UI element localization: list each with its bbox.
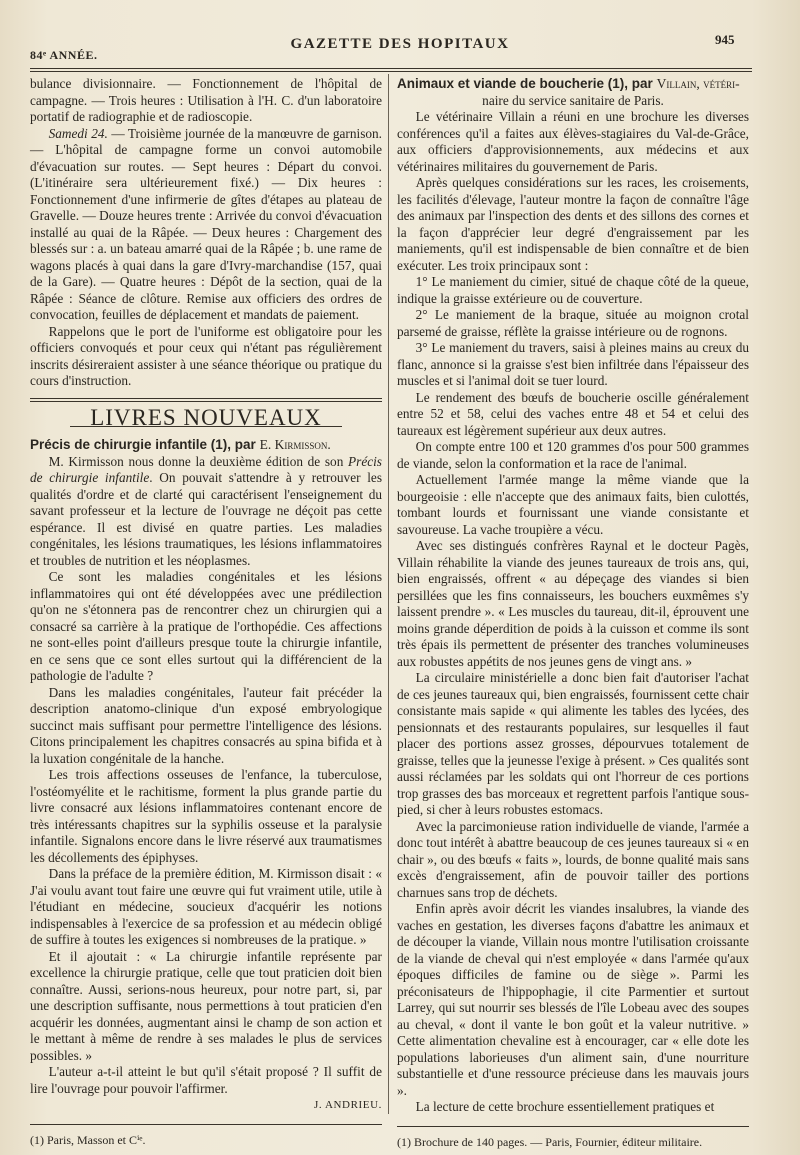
column-divider — [388, 74, 389, 1114]
article-title — [397, 76, 749, 93]
paragraph: bulance divisionnaire. — Fonctionnement de l'hôpital de campagne. — Trois heures : Utilisation à l'H. C. d'un laboratoire portatif de radiographie et de radioscopie. — [30, 76, 382, 124]
paragraph: L'auteur a-t-il atteint le but qu'il s'était proposé ? Il suffit de lire l'ouvrage pour pouvoir l'affirmer. — [30, 1064, 382, 1096]
paragraph: 2° Le maniement de la braque, située au moignon crotal parsemé de graisse, réflète la graisse intérieure ou de rognons. — [397, 307, 749, 339]
paragraph: Avec la parcimonieuse ration individuelle de viande, l'armée a donc tout intérêt à abattre beaucoup de ces jeunes taureaux si « en chair », ou des bœufs « faits », lourds, de bonne qualité mais sans excès d'engraissement, afin de pouvoir tailler des portions charnues sans trop de déchets. — [397, 818, 749, 900]
book-title: Précis de chirurgie infantile — [30, 453, 382, 485]
signature: J. ANDRIEU. — [313, 1099, 382, 1111]
paragraph: On compte entre 100 et 120 grammes d'os pour 500 grammes de viande, selon la conformation et la race de l'animal. — [397, 439, 749, 471]
section-title: LIVRES NOUVEAUX — [90, 404, 322, 430]
paragraph: 3° Le maniement du travers, saisi à pleines mains au creux du flanc, annonce si la graisse s'est bien infiltrée dans l'épaisseur des muscles et si l'animal doit se tuer lourd. — [397, 340, 749, 388]
paragraph: Le vétérinaire Villain a réuni en une brochure les diverses conférences qu'il a faites aux élèves-stagiaires du Val-de-Grâce, aux officiers d'approvisionnements, aux médecins et aux vétérinaires militaires du gouvernement de Paris. — [397, 109, 749, 174]
paragraph — [30, 126, 382, 324]
paragraph: Et il ajoutait : « La chirurgie infantile représente par excellence la chirurgie pratique, celle que tout praticien doit bien connaître. Aussi, serions-nous heureux, pour notre part, si, par une description suffisante, nous permettions à tout praticien d'en acquérir les données, augmentant ainsi le champ de son action et le mettant à même de rendre à ses malades le plus de services possibles. » — [30, 948, 382, 1063]
paragraph-text: M. Kirmisson nous donne la deuxième édition de son — [48, 453, 349, 469]
year-label: 84ᵉ ANNÉE. — [30, 48, 98, 62]
footnote-rule — [397, 1126, 749, 1127]
header-rule — [30, 68, 752, 69]
paragraph: Enfin après avoir décrit les viandes insalubres, la viande des vaches en gestation, les diverses façons d'abattre les animaux et de découper la viande, Villain nous montre l'utilisation croissante de la viande de cheval qui n'est employée « dans l'armée qu'aux époques difficiles de famine ou de siège ». Parmi les préconisateurs de l'hippophagie, il cite Parmentier et surtout Larrey, qui sut nourrir ses blessés de l'île Lobeau avec des soupes au cheval, « dont il vante le bon goût et la valeur nutritive. » Cette alimentation chevaline est à encourager, car « elle dote les populations laborieuses d'un aliment sain, d'une nourriture substantielle et d'une ressource précieuse dans les mauvais jours ». — [397, 901, 749, 1098]
paragraph: Avec ses distingués confrères Raynal et le docteur Pagès, Villain réhabilite la viande des jeunes taureaux de trois ans, qui, bien engraissés, offrent « au dépeçage des viandes si bien persillées que les fins connaisseurs, les bouchers euxmêmes s'y laissent prendre ». « Les muscles du taureau, dit-il, éprouvent une moins grande déperdition de poids à la cuisson et comme ils sont très épais ils permettent de présenter des tranches volumineuses aux robustes appétits de nos jeunes gens de vingt ans. » — [397, 538, 749, 669]
header-rule-2 — [30, 71, 752, 72]
paragraph: Rappelons que le port de l'uniforme est obligatoire pour les officiers convoqués et pour ceux qui n'étant pas régulièrement inscrits désireraient assister à une séance théorique ou pratique du cours d'instruction. — [30, 323, 382, 388]
paragraph: Dans les maladies congénitales, l'auteur fait précéder la description anatomo-clinique d'un exposé embryologique succinct mais suffisant pour permettre l'intelligence des lésions. Citons principalement les chapitres consacrés au spina bifida et à la luxation congénitale de la hanche. — [30, 684, 382, 766]
paragraph — [30, 454, 382, 570]
paragraph-text: . On pouvait s'attendre à y retrouver les qualités d'ordre et de clarté qui caractérisent l'enseignement du savant professeur et la lecture de l'ouvrage ne déçoit pas cette espérance. Il est divisé en quatre parties. Les maladies congénitales, les lésions traumatiques, les lésions inflammatoires et troubles de nutrition et les néoplasmes. — [30, 470, 382, 568]
paragraph: Actuellement l'armée mange la même viande que la bourgeoisie : elle n'accepte que des animaux faits, bien culottés, tombant lourds et fournissant une viande consistante et savoureuse. La vache troupière a vécu. — [397, 472, 749, 537]
article-title — [30, 437, 382, 454]
paragraph: Les trois affections osseuses de l'enfance, la tuberculose, l'ostéomyélite et le rachitisme, forment la plus grande partie du livre consacré aux lésions inflammatoires contenant encore de très intéressants chapitres sur la syphilis osseuse et la paralysie infantile. Signalons encore dans le livre réservé aux traumatismes les décollements des épiphyses. — [30, 767, 382, 865]
page-number: 945 — [715, 32, 735, 47]
paragraph: Le rendement des bœufs de boucherie oscille généralement entre 52 et 58, celui des vaches entre 48 et 54 et celui des taureaux est légèrement supérieur aux deux autres. — [397, 389, 749, 438]
paragraph: La circulaire ministérielle a donc bien fait d'autoriser l'achat de ces jeunes taureaux qui, bien engraissés, fournissent cette chair consistante mais sapide « qui alimente les tables des lycées, des pensionnats et des restaurants populaires, sur lesquelles il faut placer des portions assez grosses, dépourvues totalement de graisse, telles que la jeunesse l'exige à présent. » Ces qualités sont aussi réclamées par les soldats qui ont l'horreur de ces portions trop grasses des bas morceaux et regrettent parfois l'antique sous-pied, si cher à leurs robustes estomacs. — [397, 670, 749, 817]
footnote-rule — [30, 1124, 382, 1125]
paragraph: La lecture de cette brochure essentiellement pratiques et — [415, 1099, 715, 1114]
paragraph: Ce sont les maladies congénitales et les lésions inflammatoires qui ont été développées avec une prédilection qu'on ne s'étonnera pas de rencontrer chez un chirurgien qui a consacré sa carrière à la pratique de l'orthopédie. Ces affections ne sont-elles point d'ailleurs presque toute la chirurgie infantile, en ce sens que ce sont elles surtout qui la différencient de la pathologie de l'adulte ? — [30, 569, 382, 683]
article-title-text: Animaux et viande de boucherie (1), par — [397, 76, 653, 91]
footnote: (1) Paris, Masson et Cⁱᵉ. — [30, 1132, 146, 1147]
date-label: Samedi 24. — [48, 125, 108, 141]
footnote: (1) Brochure de 140 pages. — Paris, Fournier, éditeur militaire. — [397, 1134, 703, 1149]
paragraph-text: — Troisième journée de la manœuvre de garnison. — L'hôpital de campagne forme un convoi automobile d'évacuation sur routes. — Sept heures : Départ du convoi. (L'itinéraire sera ultérieurement fixé.) — Dix heures : Fonctionnement d'une infirmerie de gîtes d'étapes au plateau de Gravelle. — Douze heures trente : Arrivée du convoi d'évacuation installé au quai de la Râpée. — Deux heures : Chargement des blessés sur : a. un bateau amarré quai de la Râpée ; b. une rame de wagons placés à quai dans la gare d'Ivry-marchandise (157, quai de la Gare). — Quatre heures : Dépôt de la section, quai de la Râpée : Séance de clôture. Remise aux officiers des ordres de convocation, feuilles de déplacement et mandats de paiement. — [30, 125, 382, 322]
article-subtitle: naire du service sanitaire de Paris. — [482, 92, 664, 108]
left-column — [30, 76, 382, 1148]
paragraph: 1° Le maniement du cimier, situé de chaque côté de la queue, indique la graisse extérieure ou de couverture. — [397, 274, 749, 306]
paragraph: Dans la préface de la première édition, M. Kirmisson disait : « J'ai voulu avant tout faire une œuvre qui fut vraiment utile, utile à l'étudiant en médecine, soucieux d'acquérir les notions indispensables à l'exercice de sa profession et au médecin obligé de suffire à toutes les exigences si nombreuses de la pratique. » — [30, 866, 382, 947]
paragraph: Après quelques considérations sur les races, les croisements, les facilités d'élevage, l'auteur montre la façon de connaître l'âge des animaux par l'inspection des dents et des sillons des cornes et la façon d'apprécier leur degré d'engraissement par les maniements, qu'il est indispensable de bien connaître et de bien exécuter. Les troix principaux sont : — [397, 175, 749, 273]
section-rule — [30, 398, 382, 402]
right-column — [397, 76, 749, 1150]
article-author: Villain, vétéri- — [656, 76, 740, 91]
article-title-text: Précis de chirurgie infantile (1), par — [30, 437, 256, 452]
article-author: E. Kirmisson. — [259, 437, 331, 452]
publication-title: GAZETTE DES HOPITAUX — [290, 36, 510, 52]
